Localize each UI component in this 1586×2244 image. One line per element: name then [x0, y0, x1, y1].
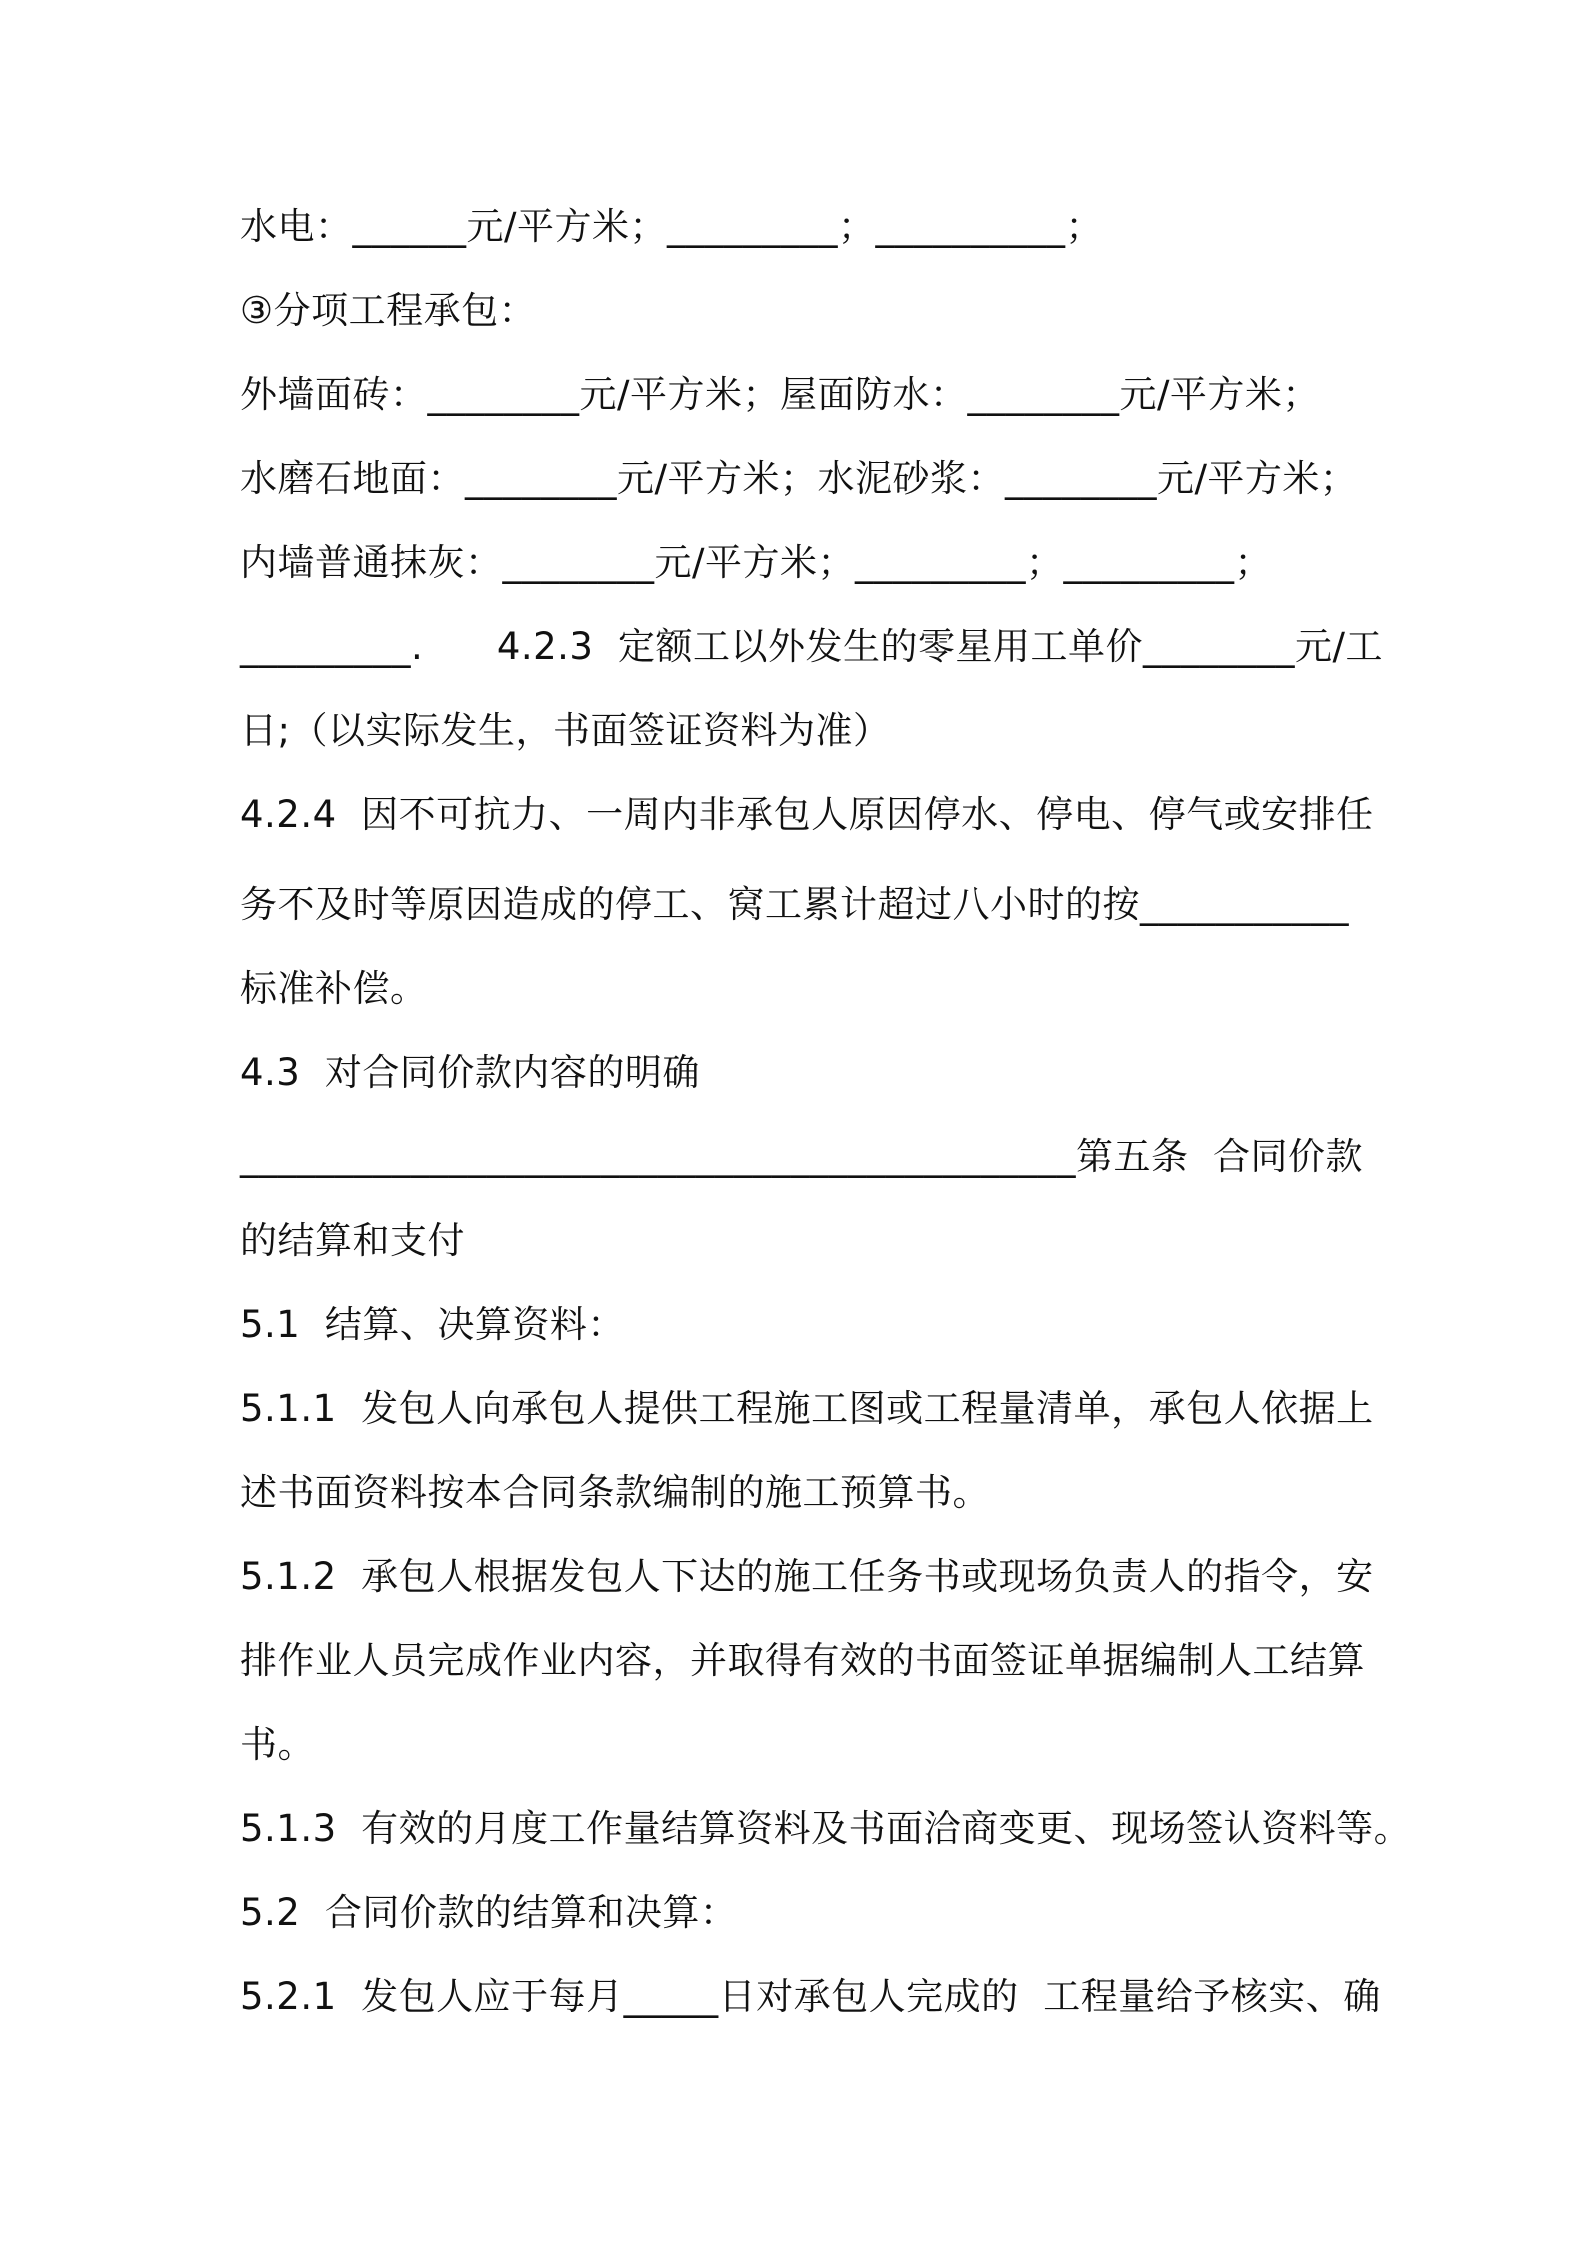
line-article-5-cont: 的结算和支付 — [240, 1219, 465, 1262]
line-5-2: 5.2 合同价款的结算和决算： — [240, 1891, 738, 1934]
line-5-1-2-end: 书。 — [240, 1723, 315, 1766]
line-5-1-2-cont: 排作业人员完成作业内容，并取得有效的书面签证单据编制人工结算 — [240, 1639, 1365, 1682]
line-5-1-1: 5.1.1 发包人向承包人提供工程施工图或工程量清单，承包人依据上 — [240, 1387, 1374, 1430]
line-4-3: 4.3 对合同价款内容的明确 — [240, 1051, 700, 1094]
line-5-1: 5.1 结算、决算资料： — [240, 1303, 625, 1346]
line-4-2-3: _________. 4.2.3 定额工以外发生的零星用工单价________元/工 — [240, 625, 1383, 668]
line-5-1-1-cont: 述书面资料按本合同条款编制的施工预算书。 — [240, 1471, 990, 1514]
line-4-2-4: 4.2.4 因不可抗力、一周内非承包人原因停水、停电、停气或安排任 — [240, 793, 1374, 836]
line-4-2-4-cont: 务不及时等原因造成的停工、窝工累计超过八小时的按___________ — [240, 883, 1349, 926]
line-article-5: ____________________________________________第五条 合同价款 — [240, 1135, 1364, 1178]
line-subcontract-heading: ③分项工程承包： — [240, 289, 537, 332]
line-4-2-3-cont: 日;（以实际发生，书面签证资料为准） — [240, 709, 891, 752]
line-interior-plaster: 内墙普通抹灰：________元/平方米；_________；_________； — [240, 541, 1272, 584]
line-exterior-tile-roof: 外墙面砖：________元/平方米；屋面防水：________元/平方米； — [240, 373, 1320, 416]
line-utility-price: 水电：______元/平方米；_________；__________； — [240, 205, 1103, 248]
line-4-2-4-end: 标准补偿。 — [240, 967, 428, 1010]
line-terrazzo-mortar: 水磨石地面：________元/平方米；水泥砂浆：________元/平方米； — [240, 457, 1358, 500]
line-5-1-2: 5.1.2 承包人根据发包人下达的施工任务书或现场负责人的指令，安 — [240, 1555, 1374, 1598]
line-5-1-3: 5.1.3 有效的月度工作量结算资料及书面洽商变更、现场签认资料等。 — [240, 1807, 1412, 1850]
line-5-2-1: 5.2.1 发包人应于每月_____日对承包人完成的 工程量给予核实、确 — [240, 1975, 1381, 2018]
